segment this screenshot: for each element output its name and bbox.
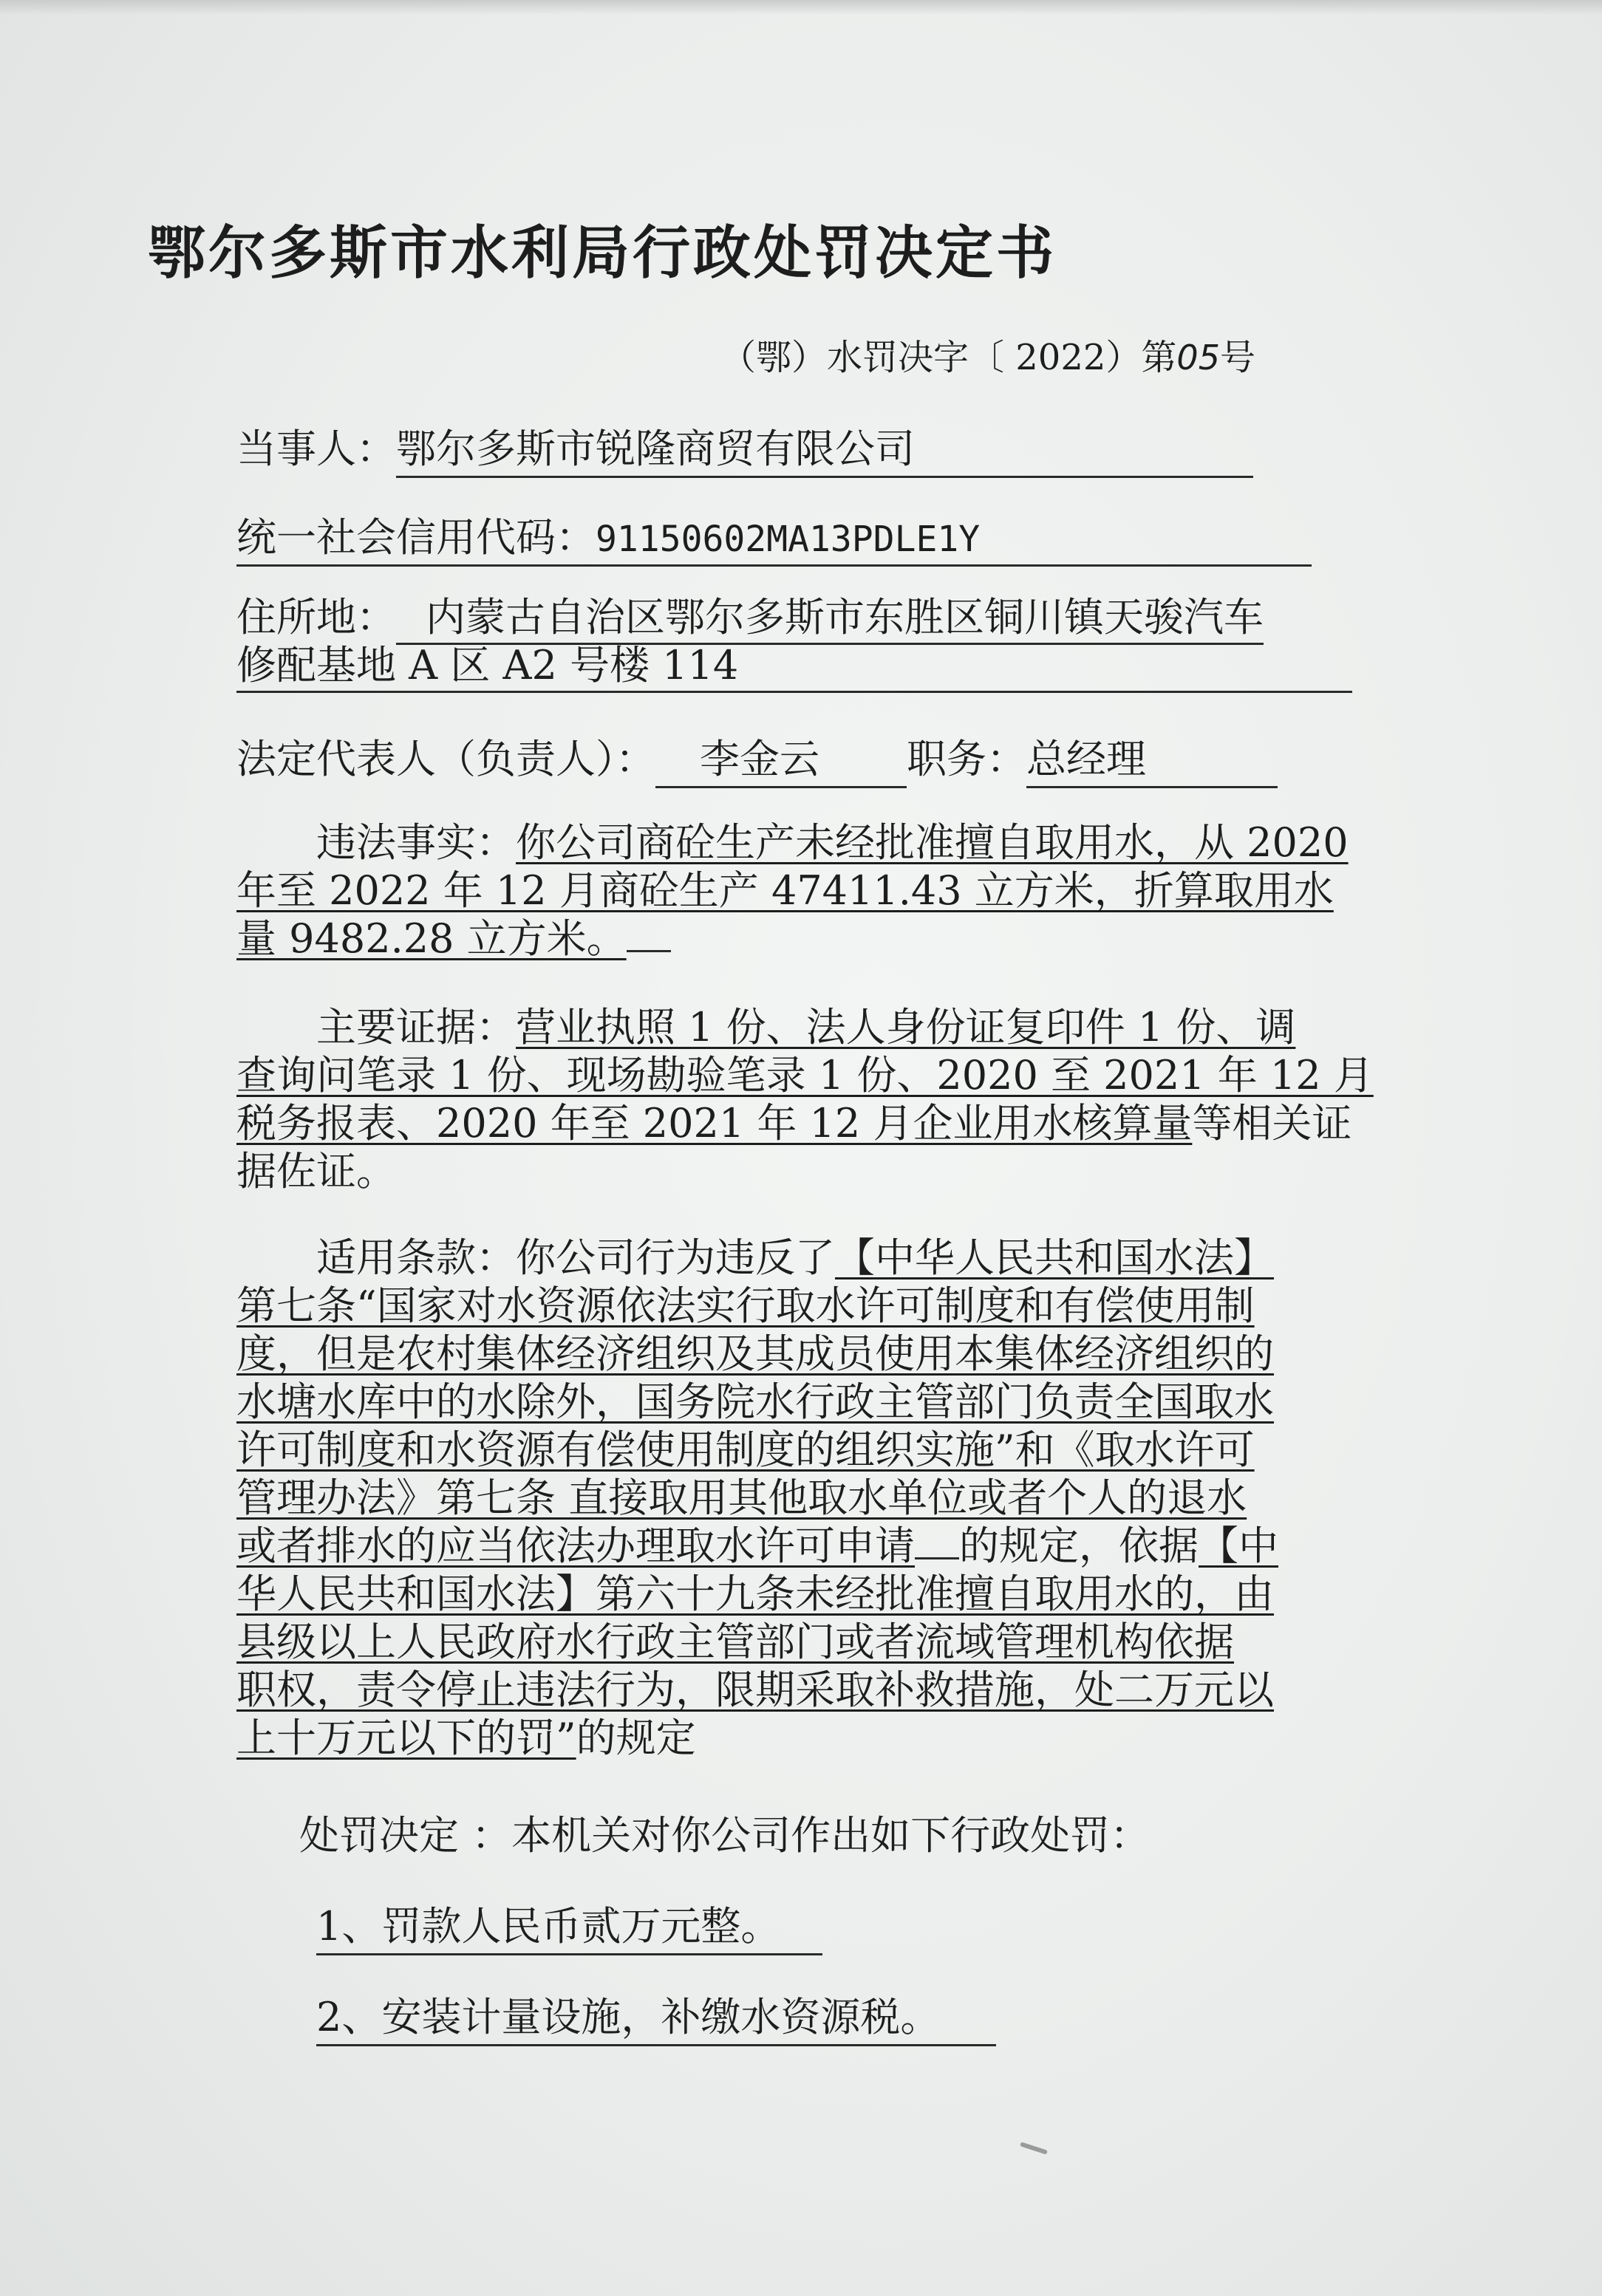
articles-text-4: 水塘水库中的水除外，国务院水行政主管部门负责全国取水 bbox=[236, 1378, 1274, 1425]
address-line1-value: 内蒙古自治区鄂尔多斯市东胜区铜川镇天骏汽车 bbox=[396, 593, 1264, 645]
credit-code-value: 91150602MA13PDLE1Y bbox=[596, 519, 981, 560]
facts-line-3 bbox=[236, 915, 1360, 963]
decision-item-1-text: 1、罚款人民币贰万元整。 bbox=[316, 1895, 822, 1955]
articles-line-7 bbox=[236, 1522, 1360, 1570]
page-edge-shadow bbox=[0, 0, 1602, 15]
credit-code-label: 统一社会信用代码： bbox=[236, 514, 596, 561]
articles-text-7: 或者排水的应当依法办理取水许可申请 bbox=[236, 1523, 915, 1569]
articles-text-1: 【中华人民共和国水法】 bbox=[835, 1234, 1274, 1281]
articles-text-11: 上十万元以下的罚” bbox=[236, 1715, 576, 1761]
articles-line-9 bbox=[236, 1618, 1360, 1666]
evidence-line-2 bbox=[236, 1051, 1374, 1099]
evidence-label: 主要证据： bbox=[316, 1004, 516, 1050]
facts-line-1 bbox=[236, 819, 1360, 867]
articles-line-4 bbox=[236, 1378, 1360, 1426]
articles-label: 适用条款： bbox=[316, 1234, 516, 1281]
decision-text: ：本机关对你公司作出如下行政处罚： bbox=[471, 1812, 1151, 1859]
articles-text-8: 华人民共和国水法】第六十九条未经批准擅自取用水的，由 bbox=[236, 1571, 1274, 1617]
evidence-line-3 bbox=[236, 1099, 1360, 1147]
decision-item-1 bbox=[316, 1895, 822, 1955]
evidence-line-1 bbox=[236, 1003, 1360, 1051]
party-label: 当事人： bbox=[236, 426, 396, 472]
legal-rep-title-label: 职务： bbox=[907, 736, 1026, 782]
address-line2-value: 修配基地 A 区 A2 号楼 114 bbox=[236, 641, 1352, 693]
articles-text-3: 度，但是农村集体经济组织及其成员使用本集体经济组织的 bbox=[236, 1330, 1274, 1377]
party-field bbox=[236, 417, 1253, 478]
facts-text-1: 你公司商砼生产未经批准擅自取用水，从 2020 bbox=[516, 819, 1349, 866]
decision-item-2 bbox=[316, 1986, 996, 2046]
evidence-block bbox=[236, 1003, 1374, 1195]
legal-rep-title-value: 总经理 bbox=[1026, 728, 1278, 788]
address-line-2 bbox=[236, 641, 1360, 689]
articles-line-1 bbox=[236, 1234, 1360, 1282]
address-label: 住所地： bbox=[236, 594, 396, 640]
credit-code-field bbox=[236, 506, 1312, 567]
evidence-text-2: 查询问笔录 1 份、现场勘验笔录 1 份、2020 至 2021 年 12 月 bbox=[236, 1052, 1374, 1099]
articles-mid-under: 【中 bbox=[1199, 1523, 1278, 1569]
articles-text-10: 职权，责令停止违法行为，限期采取补救措施，处二万元以 bbox=[236, 1667, 1274, 1713]
articles-text-5: 许可制度和水资源有偿使用制度的组织实施”和《取水许可 bbox=[236, 1427, 1255, 1473]
decision-heading bbox=[299, 1804, 1150, 1861]
facts-block bbox=[236, 819, 1360, 963]
evidence-line-4 bbox=[236, 1147, 1360, 1195]
facts-blank bbox=[627, 949, 671, 952]
document-title: 鄂尔多斯市水利局行政处罚决定书 bbox=[148, 219, 1057, 287]
articles-line-6 bbox=[236, 1474, 1360, 1522]
doc-number-suffix: 号 bbox=[1219, 337, 1255, 378]
decision-item-2-text: 2、安装计量设施，补缴水资源税。 bbox=[316, 1986, 996, 2046]
articles-text-9: 县级以上人民政府水行政主管部门或者流域管理机构依据 bbox=[236, 1619, 1234, 1665]
evidence-text-4: 据佐证。 bbox=[236, 1148, 396, 1195]
document-number bbox=[720, 329, 1255, 380]
evidence-text-1: 营业执照 1 份、法人身份证复印件 1 份、调 bbox=[516, 1004, 1296, 1050]
legal-rep-name: 李金云 bbox=[655, 728, 907, 788]
facts-line-2 bbox=[236, 867, 1360, 915]
address-block bbox=[236, 593, 1360, 689]
articles-intro: 你公司行为违反了 bbox=[516, 1234, 835, 1281]
articles-mid: 的规定，依据 bbox=[959, 1523, 1199, 1569]
facts-label: 违法事实： bbox=[316, 819, 516, 866]
doc-number-prefix: （鄂）水罚决字〔 2022）第 bbox=[720, 337, 1177, 378]
articles-line-10 bbox=[236, 1666, 1360, 1714]
credit-code-line bbox=[236, 506, 1312, 567]
articles-text-6: 管理办法》第七条 直接取用其他取水单位或者个人的退水 bbox=[236, 1475, 1247, 1521]
party-value: 鄂尔多斯市锐隆商贸有限公司 bbox=[396, 417, 1253, 478]
articles-line-2 bbox=[236, 1282, 1360, 1330]
facts-text-2: 年至 2022 年 12 月商砼生产 47411.43 立方米，折算取用水 bbox=[236, 867, 1334, 914]
articles-line-3 bbox=[236, 1330, 1360, 1378]
articles-end: 的规定 bbox=[576, 1715, 696, 1761]
evidence-text-3: 税务报表、2020 年至 2021 年 12 月企业用水核算量 bbox=[236, 1100, 1193, 1147]
evidence-tail: 等相关证 bbox=[1192, 1100, 1352, 1147]
articles-text-2: 第七条“国家对水资源依法实行取水许可制度和有偿使用制 bbox=[236, 1282, 1255, 1329]
decision-label: 处罚决定 bbox=[299, 1812, 459, 1859]
articles-block bbox=[236, 1234, 1360, 1762]
articles-line-8 bbox=[236, 1570, 1360, 1618]
address-line-1 bbox=[236, 593, 1360, 641]
articles-line-11 bbox=[236, 1714, 1360, 1762]
legal-rep-field bbox=[236, 728, 1278, 788]
legal-rep-label: 法定代表人（负责人）： bbox=[236, 736, 655, 782]
articles-line-5 bbox=[236, 1426, 1360, 1474]
doc-number-handwritten: 05 bbox=[1176, 338, 1220, 377]
facts-text-3: 量 9482.28 立方米。 bbox=[236, 915, 627, 962]
articles-blank bbox=[915, 1557, 959, 1559]
